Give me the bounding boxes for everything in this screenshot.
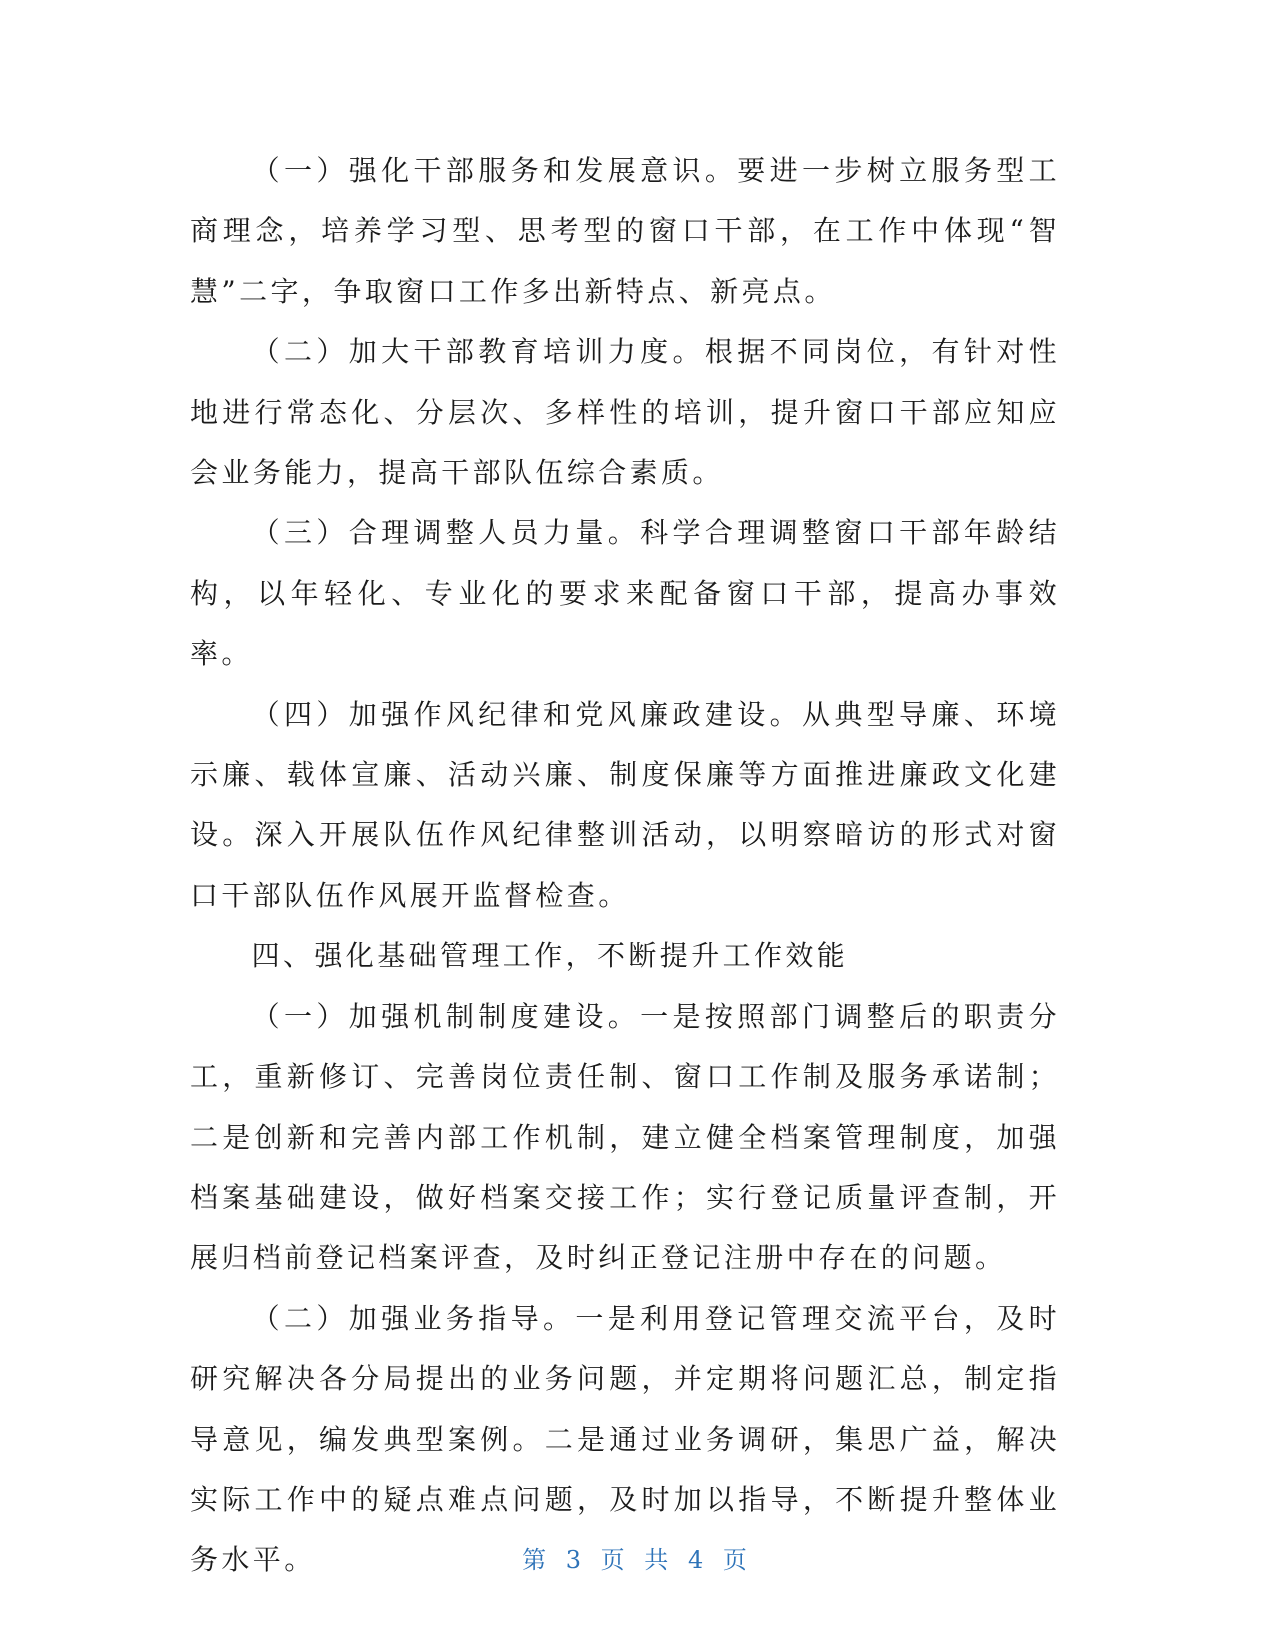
paragraph-discipline: （四）加强作风纪律和党风廉政建设。从典型导廉、环境示廉、载体宣廉、活动兴廉、制度保廉等方面推进廉政文化建设。深入开展队伍作风纪律整训活动，以明察暗访的形式对窗口干部队伍作风展开监督检查。 [190,697,1060,912]
paragraph-training: （二）加大干部教育培训力度。根据不同岗位，有针对性地进行常态化、分层次、多样性的培训，提升窗口干部应知应会业务能力，提高干部队伍综合素质。 [190,335,1060,490]
page-number-footer: 第 3 页 共 4 页 [522,1546,753,1574]
paragraph-staffing: （三）合理调整人员力量。科学合理调整窗口干部年龄结构，以年轻化、专业化的要求来配备窗口干部，提高办事效率。 [190,516,1060,671]
document-body [190,141,1060,1591]
paragraph-strengthen-service-awareness: （一）强化干部服务和发展意识。要进一步树立服务型工商理念，培养学习型、思考型的窗口干部，在工作中体现“智慧”二字，争取窗口工作多出新特点、新亮点。 [190,154,1060,308]
section-heading-basic-management: 四、强化基础管理工作，不断提升工作效能 [251,939,849,973]
paragraph-mechanism-building: （一）加强机制制度建设。一是按照部门调整后的职责分工，重新修订、完善岗位责任制、窗口工作制及服务承诺制；二是创新和完善内部工作机制，建立健全档案管理制度，加强档案基础建设，做好档案交接工作；实行登记质量评查制，开展归档前登记档案评查，及时纠正登记注册中存在的问题。 [190,999,1060,1275]
paragraph-business-guidance: （二）加强业务指导。一是利用登记管理交流平台，及时研究解决各分局提出的业务问题，并定期将问题汇总，制定指导意见，编发典型案例。二是通过业务调研，集思广益，解决实际工作中的疑点难点问题，及时加以指导，不断提升整体业务水平。 [190,1301,1060,1577]
